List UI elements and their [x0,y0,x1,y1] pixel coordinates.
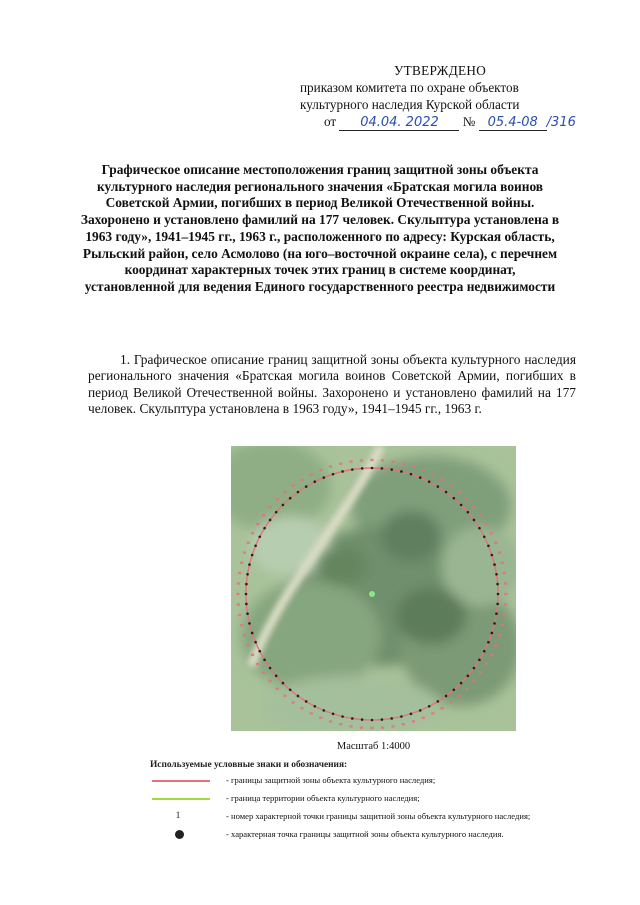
boundary-point-number-mark [240,562,243,564]
legend-row-point-number [150,808,570,826]
boundary-point [251,554,254,557]
boundary-point [289,497,292,500]
boundary-point-number-mark [247,644,250,646]
boundary-point [305,485,308,488]
boundary-point [248,622,251,625]
boundary-point [275,675,278,678]
boundary-point-number-mark [503,572,506,574]
boundary-point-number-mark [412,720,415,722]
boundary-point-number-mark [490,532,493,534]
boundary-point-number-mark [269,680,272,682]
approval-title: УТВЕРЖДЕНО [394,63,487,78]
boundary-point [282,682,285,685]
boundary-point-number-mark [465,498,468,500]
boundary-point-number-mark [422,717,425,719]
boundary-point [467,511,470,514]
boundary-point-number-mark [440,479,443,481]
boundary-point [251,632,254,635]
boundary-point [245,603,248,606]
boundary-point-number-mark [243,634,246,636]
boundary-point [437,485,440,488]
paragraph-1: 1. Графическое описание границ защитной зоны объекта культурного наследия регионального значения «Братская могила воинов Советской Армии, погибших в период Великой Отечественной войны. Захоронено и установлено фамилий на 177 человек. Скульптура установлена в 1963 году», 1941–1945 гг., 1963 г. [88,352,576,417]
boundary-point-number-mark [504,593,507,595]
boundary-point [493,622,496,625]
boundary-point-number-mark [422,469,425,471]
boundary-point [428,480,431,483]
boundary-point [332,713,335,716]
boundary-point-number-mark [262,514,265,516]
boundary-point-number-mark [300,707,303,709]
boundary-point [493,563,496,566]
boundary-point-number-mark [238,572,241,574]
document-title: Графическое описание местоположения границ защитной зоны объекта культурного наследия регионального значения «Братская могила воинов Советской Армии, погибших в период Великой Отечественной войны. Захоронено и установлено фамилий на 177 человек. Скульптура установлена в 1963 году», 1941–1945 гг., 1963 г., расположенного по адресу: Курская область, Рыльский район, село Асмолово (на юго–восточной окраине села), с перечнем координат характерных точек этих границ в системе координат, установленной для ведения Единого государственного реестра недвижимости [80,162,560,294]
boundary-point [246,573,249,576]
boundary-point [245,583,248,586]
boundary-point-number-mark [485,663,488,665]
legend-symbol-dot [150,826,210,844]
boundary-point-number-mark [381,726,384,728]
legend-text-point-number: - номер характерной точки границы защитной зоны объекта культурного наследия; [226,811,531,821]
boundary-point [371,719,374,722]
boundary-point [275,511,278,514]
red-line-icon [152,780,210,782]
boundary-point-number-mark [494,644,497,646]
dot-icon [175,830,184,839]
boundary-point [445,491,448,494]
boundary-point-number-mark [501,562,504,564]
boundary-point [361,718,364,721]
point-number-label: 1 [175,810,181,820]
boundary-point-number-mark [240,624,243,626]
boundary-point-number-mark [276,688,279,690]
boundary-point [410,473,413,476]
handwritten-number-suffix: /316 [546,115,576,130]
boundary-point-number-mark [339,463,342,465]
boundary-point [269,519,272,522]
boundary-point-number-mark [472,506,475,508]
boundary-point [258,536,261,539]
boundary-point-number-mark [251,654,254,656]
boundary-point-number-mark [381,459,384,461]
boundary-point [437,700,440,703]
boundary-point-number-mark [490,654,493,656]
boundary-point [483,536,486,539]
boundary-point [322,476,325,479]
boundary-point-number-mark [319,469,322,471]
boundary-point-number-mark [262,672,265,674]
boundary-point-number-mark [236,593,239,595]
boundary-point-number-mark [440,707,443,709]
boundary-point-number-mark [251,532,254,534]
boundary-point [467,675,470,678]
boundary-point [491,554,494,557]
date-prefix: от [324,114,337,129]
handwritten-date: 04.04. 2022 [339,116,459,131]
boundary-point [453,497,456,500]
number-prefix: № [462,114,476,129]
approval-signature-line [300,113,600,131]
boundary-point-number-mark [310,473,313,475]
approval-line-1: приказом комитета по охране объектов [300,80,519,95]
boundary-point [305,700,308,703]
boundary-point [314,705,317,708]
boundary-point-number-mark [243,551,246,553]
boundary-point [371,467,374,470]
boundary-point [400,715,403,718]
boundary-point-number-mark [494,542,497,544]
legend-row-territory-boundary [150,790,570,808]
boundary-point [497,593,500,596]
approval-line-2: культурного наследия Курской области [300,97,520,112]
boundary-point [361,467,364,470]
boundary-point [496,583,499,586]
boundary-point-number-mark [391,460,394,462]
boundary-point-number-mark [402,463,405,465]
boundary-point [297,695,300,698]
boundary-point [332,473,335,476]
boundary-point-number-mark [479,672,482,674]
boundary-point-number-mark [465,688,468,690]
boundary-point [400,470,403,473]
boundary-point-number-mark [457,695,460,697]
boundary-point-number-mark [339,723,342,725]
boundary-point [487,641,490,644]
boundary-point-number-mark [412,465,415,467]
boundary-point-number-mark [503,614,506,616]
boundary-point-number-mark [310,712,313,714]
boundary-point [453,689,456,692]
boundary-point [341,715,344,718]
boundary-point [473,519,476,522]
boundary-point-number-mark [276,498,279,500]
boundary-point-number-mark [498,551,501,553]
boundary-point [246,612,249,615]
handwritten-number: 05.4-08 [479,116,547,131]
boundary-point-number-mark [329,465,332,467]
boundary-point [254,641,257,644]
boundary-point-number-mark [370,459,373,461]
boundary-point-number-mark [292,484,295,486]
boundary-point [381,718,384,721]
legend [150,760,570,844]
boundary-point [269,667,272,670]
boundary-point [478,659,481,662]
boundary-point [473,667,476,670]
boundary-point-number-mark [360,459,363,461]
boundary-point-number-mark [485,523,488,525]
legend-text-point: - характерная точка границы защитной зоны объекта культурного наследия. [226,829,504,839]
boundary-point-number-mark [256,523,259,525]
boundary-point-number-mark [300,479,303,481]
boundary-map [231,446,516,731]
boundary-point-number-mark [449,701,452,703]
boundary-point-number-mark [329,720,332,722]
boundary-point-number-mark [391,725,394,727]
boundary-point-number-mark [472,680,475,682]
boundary-point [495,573,498,576]
legend-row-point [150,826,570,844]
boundary-point-number-mark [256,663,259,665]
boundary-point-number-mark [283,695,286,697]
boundary-point [351,717,354,720]
boundary-point-number-mark [349,725,352,727]
boundary-point [314,480,317,483]
legend-symbol-number [150,808,210,826]
boundary-point [410,713,413,716]
boundary-point [487,544,490,547]
boundary-point [263,659,266,662]
boundary-point-number-mark [504,582,507,584]
boundary-point-number-mark [370,727,373,729]
legend-symbol-green-line [150,790,210,808]
boundary-point-number-mark [479,514,482,516]
boundary-point [390,468,393,471]
boundary-point-number-mark [237,603,240,605]
boundary-point-number-mark [449,484,452,486]
boundary-point [341,470,344,473]
boundary-point-number-mark [238,614,241,616]
boundary-point-number-mark [247,542,250,544]
boundary-point [258,650,261,653]
boundary-point-number-mark [402,723,405,725]
boundary-point [322,709,325,712]
territory-boundary [369,591,375,597]
boundary-point [491,632,494,635]
boundary-point [263,527,266,530]
boundary-point-number-mark [349,460,352,462]
boundary-point [478,527,481,530]
boundary-point [390,717,393,720]
legend-text-zone-boundary: - границы защитной зоны объекта культурного наследия; [226,775,436,785]
boundary-point-number-mark [292,701,295,703]
boundary-point-number-mark [319,717,322,719]
green-line-icon [152,798,210,800]
boundary-point [254,544,257,547]
boundary-point-number-mark [431,473,434,475]
boundary-point [297,491,300,494]
boundary-point [483,650,486,653]
boundary-point-number-mark [431,712,434,714]
satellite-map-image [231,446,516,731]
boundary-point [428,705,431,708]
boundary-point [460,504,463,507]
boundary-point [245,593,248,596]
boundary-point [496,603,499,606]
boundary-point [289,689,292,692]
boundary-point-number-mark [504,603,507,605]
boundary-point-number-mark [360,726,363,728]
boundary-point-number-mark [283,491,286,493]
boundary-point-number-mark [498,634,501,636]
approval-block [300,62,600,131]
boundary-point [282,504,285,507]
boundary-point-number-mark [457,491,460,493]
boundary-point [351,468,354,471]
legend-row-zone-boundary [150,772,570,790]
legend-symbol-red-line [150,772,210,790]
boundary-point [248,563,251,566]
boundary-point [460,682,463,685]
legend-title: Используемые условные знаки и обозначения: [150,760,348,770]
boundary-point [445,695,448,698]
boundary-point [495,612,498,615]
boundary-point-number-mark [237,582,240,584]
boundary-point-number-mark [501,624,504,626]
boundary-point [419,476,422,479]
map-scale: Масштаб 1:4000 [336,741,411,752]
boundary-point-number-mark [269,506,272,508]
legend-text-territory-boundary: - граница территории объекта культурного наследия; [226,793,420,803]
boundary-point [419,709,422,712]
boundary-point [381,467,384,470]
